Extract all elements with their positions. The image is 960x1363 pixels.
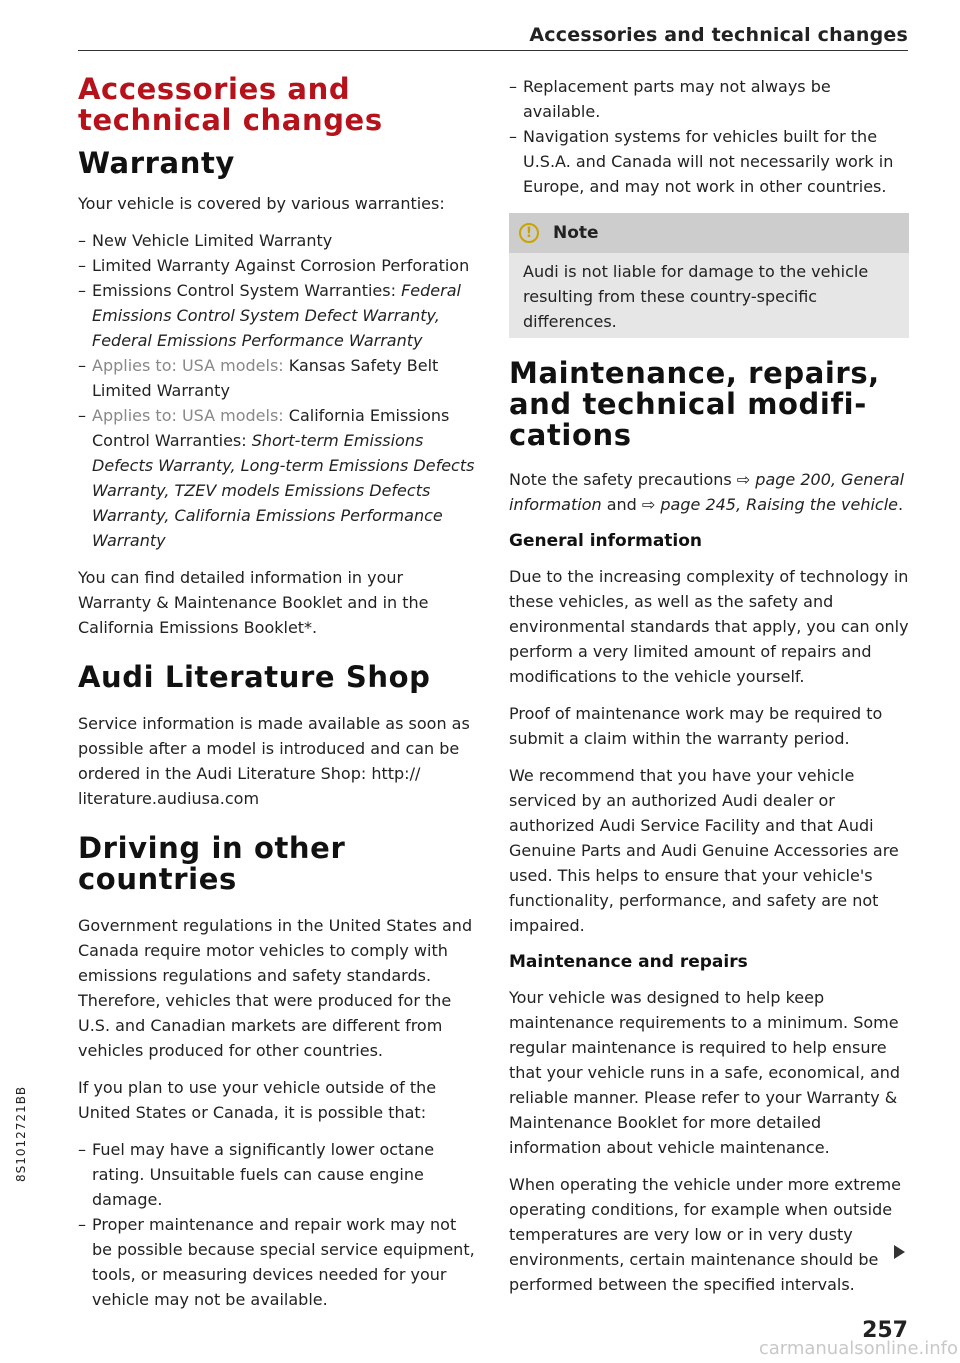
repairs-heading: Maintenance and repairs	[509, 952, 748, 972]
driving-list	[78, 1137, 478, 1312]
safety-note-mid: and	[601, 495, 642, 514]
list-item	[78, 353, 478, 403]
list-item: – New Vehicle Limited Warranty	[78, 228, 478, 253]
note-text: Audi is not liable for damage to the vehicle resulting from these country-specific differences.	[523, 262, 869, 331]
applies-to-label: Applies to: USA models:	[92, 356, 289, 375]
driving-heading-line: countries	[78, 862, 237, 896]
driving-paragraph: If you plan to use your vehicle outside of the United States or Canada, it is possible that:	[78, 1078, 437, 1122]
item-italic-text: Short-term Emissions Defects Warranty, Long-term Emissions Defects Warranty, TZEV models Emissions Defects Warranty, California Emissions Performance Warranty	[92, 431, 475, 550]
page-number: 257	[862, 1318, 908, 1343]
driving-heading	[78, 833, 478, 895]
maintenance-heading	[509, 358, 909, 451]
safety-note	[509, 467, 909, 517]
item-text: California Emissions Control Warranties:	[92, 406, 450, 450]
note-header	[509, 213, 909, 253]
maintenance-heading-line: Maintenance, repairs,	[509, 356, 880, 390]
warranty-heading: Warranty	[78, 146, 235, 180]
general-paragraph: Proof of maintenance work may be required to submit a claim within the warranty period.	[509, 704, 883, 748]
item-text: Kansas Safety Belt Limited Warranty	[92, 356, 439, 400]
general-heading: General information	[509, 531, 703, 551]
list-item: – Replacement parts may not always be available.	[509, 74, 909, 124]
driving-heading-line: Driving in other	[78, 831, 346, 865]
cross-reference-link[interactable]: ⇨ page 200, General information	[509, 470, 905, 514]
list-item	[78, 403, 478, 553]
general-paragraph: We recommend that you have your vehicle serviced by an authorized Audi dealer or authorized Audi Service Facility and that Audi Genuine Parts and Audi Genuine Accessories are used. This helps to ensure that your vehicle's functionality, performance, and safety are not impaired.	[509, 766, 899, 935]
cross-reference-link[interactable]: ⇨ page 245, Raising the vehicle	[641, 495, 899, 514]
repairs-paragraph: When operating the vehicle under more extreme operating conditions, for example when outside temperatures are very low or in very dusty environments, certain maintenance should be performed between the specified intervals.	[509, 1175, 901, 1294]
note-label: Note	[553, 223, 599, 243]
literature-heading: Audi Literature Shop	[78, 660, 431, 694]
continued-arrow-icon	[894, 1245, 905, 1259]
safety-note-suffix: .	[898, 495, 904, 514]
list-item: – Fuel may have a significantly lower octane rating. Unsuitable fuels can cause engine damage.	[78, 1137, 478, 1212]
repairs-paragraph: Your vehicle was designed to help keep maintenance requirements to a minimum. Some regular maintenance is required to help ensure that your vehicle runs in a safe, economical, and reliable manner. Please refer to your Warranty & Maintenance Booklet for more detailed information about vehicle maintenance.	[509, 988, 901, 1157]
list-item: – Proper maintenance and repair work may not be possible because special service equipment, tools, or measuring devices needed for your vehicle may not be available.	[78, 1212, 478, 1312]
item-text: Emissions Control System Warranties:	[92, 281, 402, 300]
watermark: carmanualsonline.info	[758, 1338, 958, 1359]
general-paragraph: Due to the increasing complexity of technology in these vehicles, as well as the safety and environmental standards that apply, you can only perform a very limited amount of repairs and modifications to the vehicle yourself.	[509, 567, 909, 686]
info-exclamation-icon: !	[519, 223, 539, 243]
applies-to-label: Applies to: USA models:	[92, 406, 289, 425]
maintenance-heading-line: and technical modifi-	[509, 387, 867, 421]
left-column	[78, 74, 478, 1324]
driving-list-continued	[509, 74, 909, 199]
warranty-list	[78, 228, 478, 553]
maintenance-heading-line: cations	[509, 418, 632, 452]
list-item	[78, 278, 478, 353]
literature-text: Service information is made available as soon as possible after a model is introduced and can be ordered in the Audi Literature Shop: http:// literature.audiusa.com	[78, 714, 470, 808]
running-header: Accessories and technical changes	[529, 24, 908, 46]
chapter-title-line: technical changes	[78, 103, 383, 137]
warranty-intro: Your vehicle is covered by various warranties:	[78, 194, 445, 213]
document-code: 8S1012721BB	[14, 1085, 28, 1182]
driving-paragraph: Government regulations in the United States and Canada require motor vehicles to comply with emissions regulations and safety standards. Therefore, vehicles that were produced for the U.S. and Canadian markets are different from vehicles produced for other countries.	[78, 916, 473, 1060]
safety-note-prefix: Note the safety precautions	[509, 470, 737, 489]
chapter-title-line: Accessories and	[78, 72, 351, 106]
header-rule	[78, 50, 908, 51]
item-italic-text: Federal Emissions Control System Defect Warranty, Federal Emissions Performance Warranty	[92, 281, 461, 350]
list-item: – Navigation systems for vehicles built for the U.S.A. and Canada will not necessarily work in Europe, and may not work in other countries.	[509, 124, 909, 199]
list-item: – Limited Warranty Against Corrosion Perforation	[78, 253, 478, 278]
chapter-title	[78, 74, 478, 136]
right-column	[509, 74, 909, 1309]
warranty-details: You can find detailed information in your Warranty & Maintenance Booklet and in the California Emissions Booklet*.	[78, 568, 429, 637]
note-box	[509, 213, 909, 338]
